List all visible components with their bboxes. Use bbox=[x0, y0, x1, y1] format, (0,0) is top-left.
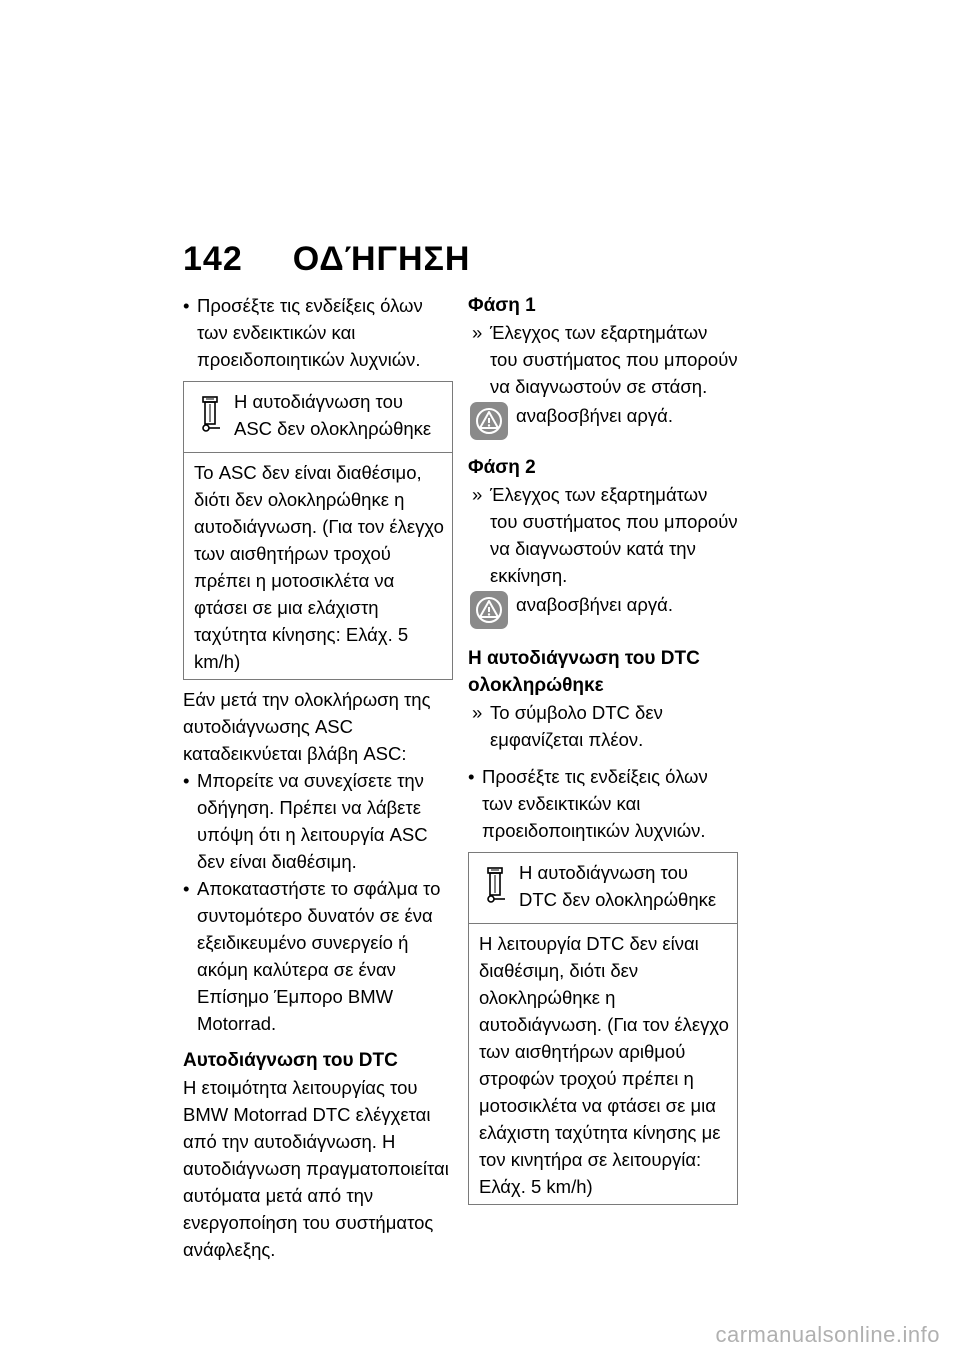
result-phase-1: » Έλεγχος των εξαρτημάτων του συστήματος που μπορούν να διαγνωστούν σε στάση. bbox=[468, 319, 738, 400]
dtc-note-body: Η λειτουργία DTC δεν είναι διαθέσιμη, διότι δεν ολοκληρώθηκε η αυτοδιάγνωση. (Για τον έλεγχο των αισθητήρων αριθμού στροφών τροχού πρέπει η μοτοσικλέτα να φτάσει σε μια ελάχιστη ταχύτητα κίνησης με τον κινητήρα σε λειτουργία: Ελάχ. 5 km/h) bbox=[479, 933, 729, 1197]
asc-note-box bbox=[183, 381, 453, 680]
bullet-check-indicators: • Προσέξτε τις ενδείξεις όλων των ενδεικτικών και προειδοποιητικών λυχνιών. bbox=[183, 292, 453, 373]
dtc-note-box bbox=[468, 852, 738, 1205]
right-column bbox=[468, 292, 738, 1211]
workshop-tool-icon bbox=[196, 388, 226, 438]
bullet-check-indicators-2: • Προσέξτε τις ενδείξεις όλων των ενδεικτικών και προειδοποιητικών λυχνιών. bbox=[468, 763, 738, 844]
page-header bbox=[183, 240, 470, 279]
warning-line-phase-2 bbox=[470, 591, 738, 629]
asc-note-header bbox=[184, 382, 452, 453]
section-title: ΟΔΉΓΗΣΗ bbox=[292, 240, 471, 278]
asc-note-body: Το ASC δεν είναι διαθέσιμο, διότι δεν ολοκληρώθηκε η αυτοδιάγνωση. (Για τον έλεγχο των αισθητήρων τροχού πρέπει η μοτοσικλέτα να φτάσει σε μια ελάχιστη ταχύτητα κίνησης: Ελάχ. 5 km/h) bbox=[194, 462, 444, 672]
warning-line-phase-1 bbox=[470, 402, 738, 440]
result-phase-2: » Έλεγχος των εξαρτημάτων του συστήματος που μπορούν να διαγνωστούν κατά την εκκίνηση. bbox=[468, 481, 738, 589]
dtc-description: Η ετοιμότητα λειτουργίας του BMW Motorrad DTC ελέγχεται από την αυτοδιάγνωση. Η αυτοδιάγνωση πραγματοποιείται αυτόματα μετά από την ενεργοποίηση του συστήματος ανάφλεξης. bbox=[183, 1077, 449, 1260]
heading-dtc-complete: Η αυτοδιάγνωση του DTC ολοκληρώθηκε bbox=[468, 648, 700, 696]
dtc-note-title: Η αυτοδιάγνωση του DTC δεν ολοκληρώθηκε bbox=[519, 862, 717, 910]
bullet-continue-riding: • Μπορείτε να συνεχίσετε την οδήγηση. Πρέπει να λάβετε υπόψη ότι η λειτουργία ASC δεν είναι διαθέσιμη. bbox=[183, 767, 453, 875]
warning-triangle-icon bbox=[470, 402, 508, 440]
bullet-repair-fault: • Αποκαταστήστε το σφάλμα το συντομότερο δυνατόν σε ένα εξειδικευμένο συνεργείο ή ακόμη καλύτερα σε έναν Επίσημο Έμπορο BMW Motorrad. bbox=[183, 875, 453, 1037]
asc-note-title: Η αυτοδιάγνωση του ASC δεν ολοκληρώθηκε bbox=[234, 391, 432, 439]
workshop-tool-icon bbox=[481, 859, 511, 909]
page-number: 142 bbox=[183, 240, 243, 278]
asc-fault-intro: Εάν μετά την ολοκλήρωση της αυτοδιάγνωσης ASC καταδεικνύεται βλάβη ASC: bbox=[183, 689, 431, 764]
dtc-note-header bbox=[469, 853, 737, 924]
heading-dtc-self-diagnosis: Αυτοδιάγνωση του DTC bbox=[183, 1050, 398, 1071]
warning-triangle-icon bbox=[470, 591, 508, 629]
warning-text-phase-2: αναβοσβήνει αργά. bbox=[516, 594, 673, 615]
heading-phase-1: Φάση 1 bbox=[468, 295, 536, 316]
warning-text-phase-1: αναβοσβήνει αργά. bbox=[516, 405, 673, 426]
heading-phase-2: Φάση 2 bbox=[468, 457, 536, 478]
result-dtc-symbol-off: » Το σύμβολο DTC δεν εμφανίζεται πλέον. bbox=[468, 699, 738, 753]
watermark: carmanualsonline.info bbox=[715, 1322, 940, 1347]
left-column bbox=[183, 292, 453, 1263]
